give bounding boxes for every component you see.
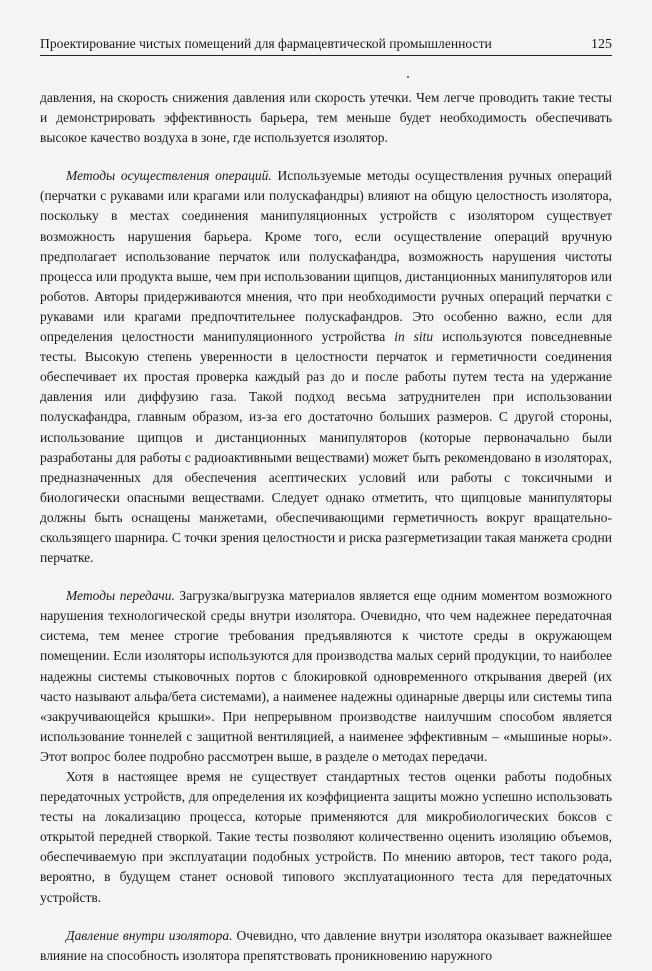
section-runin-heading: Методы передачи. bbox=[66, 588, 175, 604]
page-number: 125 bbox=[591, 37, 612, 52]
paragraph-2 bbox=[40, 166, 612, 568]
paragraph-4 bbox=[40, 767, 612, 908]
paragraph-2-text-b: используются повседневные тесты. Высокую степень уверенности в целостности перчаток и герметичности соединения обеспечивает их простая проверка каждый раз до и после работы путем теста на удержание давления или диффузию газа. Такой подход весьма затруднителен при использовании полускафандра, главным образом, из-за его достаточно больших размеров. С другой стороны, использование щипцов и дистанционных манипуляторов (которые первоначально были разработаны для работы с радиоактивными веществами) может быть рекомендовано в изоляторах, предназначенных для обеспечения асептических условий или работы с токсичными и биологически опасными веществами. Следует однако отметить, что щипцовые манипуляторы должны быть оснащены манжетами, обеспечивающими герметичность вокруг вращательно-скользящего шарнира. С точки зрения целостности и риска разгерметизации такая манжета сродни перчатке. bbox=[40, 329, 612, 566]
paragraph-5-text: Очевидно, что давление внутри изолятора оказывает важнейшее влияние на способность изолятора препятствовать проникновению наружного bbox=[40, 927, 612, 963]
scan-speck bbox=[407, 76, 409, 78]
body-text bbox=[40, 88, 612, 966]
running-header bbox=[40, 36, 612, 56]
latin-term: in situ bbox=[394, 329, 434, 345]
header-title: Проектирование чистых помещений для фармацевтической промышленности bbox=[40, 36, 492, 51]
paragraph-1 bbox=[40, 88, 612, 148]
section-runin-heading: Давление внутри изолятора. bbox=[66, 927, 233, 943]
section-runin-heading: Методы осуществления операций. bbox=[66, 168, 272, 184]
paragraph-3 bbox=[40, 586, 612, 767]
paragraph-1-text: давления, на скорость снижения давления или скорость утечки. Чем легче проводить такие тесты и демонстрировать эффективность барьера, тем меньше будет необходимость обеспечивать высокое качество воздуха в зоне, где используется изолятор. bbox=[40, 90, 612, 146]
paragraph-5 bbox=[40, 926, 612, 966]
paragraph-4-text: Хотя в настоящее время не существует стандартных тестов оценки работы подобных передаточных устройств, для определения их коэффициента защиты можно успешно использовать тесты на локализацию процесса, которые применяются для микробиологических боксов с открытой передней створкой. Такие тесты позволяют количественно оценить изоляцию объемов, обеспечиваемую при эксплуатации подобных устройств. По мнению авторов, тест такого рода, вероятно, в будущем станет основой типового эксплуатационного теста для передаточных устройств. bbox=[40, 769, 612, 905]
paragraph-3-text: Загрузка/выгрузка материалов является еще одним моментом возможного нарушения технологической среды внутри изолятора. Очевидно, что чем надежнее передаточная система, тем менее строгие требования предъявляются к чистоте среды в окружающем помещении. Если изоляторы используются для производства малых серий продукции, то наиболее надежны системы стыковочных портов с блокировкой одновременного открывания дверей (их часто называют альфа/бета системами), а наименее надежны одинарные дверцы или системы типа «закручивающейся крышки». При непрерывном производстве наилучшим способом является использование тоннелей с защитной вентиляцией, а наименее эффективным – «мышиные норы». Этот вопрос более подробно рассмотрен выше, в разделе о методах передачи. bbox=[40, 588, 612, 764]
paragraph-2-text-a: Используемые методы осуществления ручных операций (перчатки с рукавами или крагами или полускафандры) влияют на общую целостность изолятора, поскольку в местах соединения манипуляционных устройств с изолятором существует возможность нарушения барьера. Кроме того, если осуществление операций вручную предполагает использование перчаток или полускафандра, возможность нарушения чистоты процесса или продукта выше, чем при использовании щипцов, дистанционных манипуляторов или роботов. Авторы придерживаются мнения, что при необходимости ручных операций перчатки с рукавами или крагами предпочтительнее полускафандров. Это особенно важно, если для определения целостности манипуляционного устройства bbox=[40, 168, 612, 345]
